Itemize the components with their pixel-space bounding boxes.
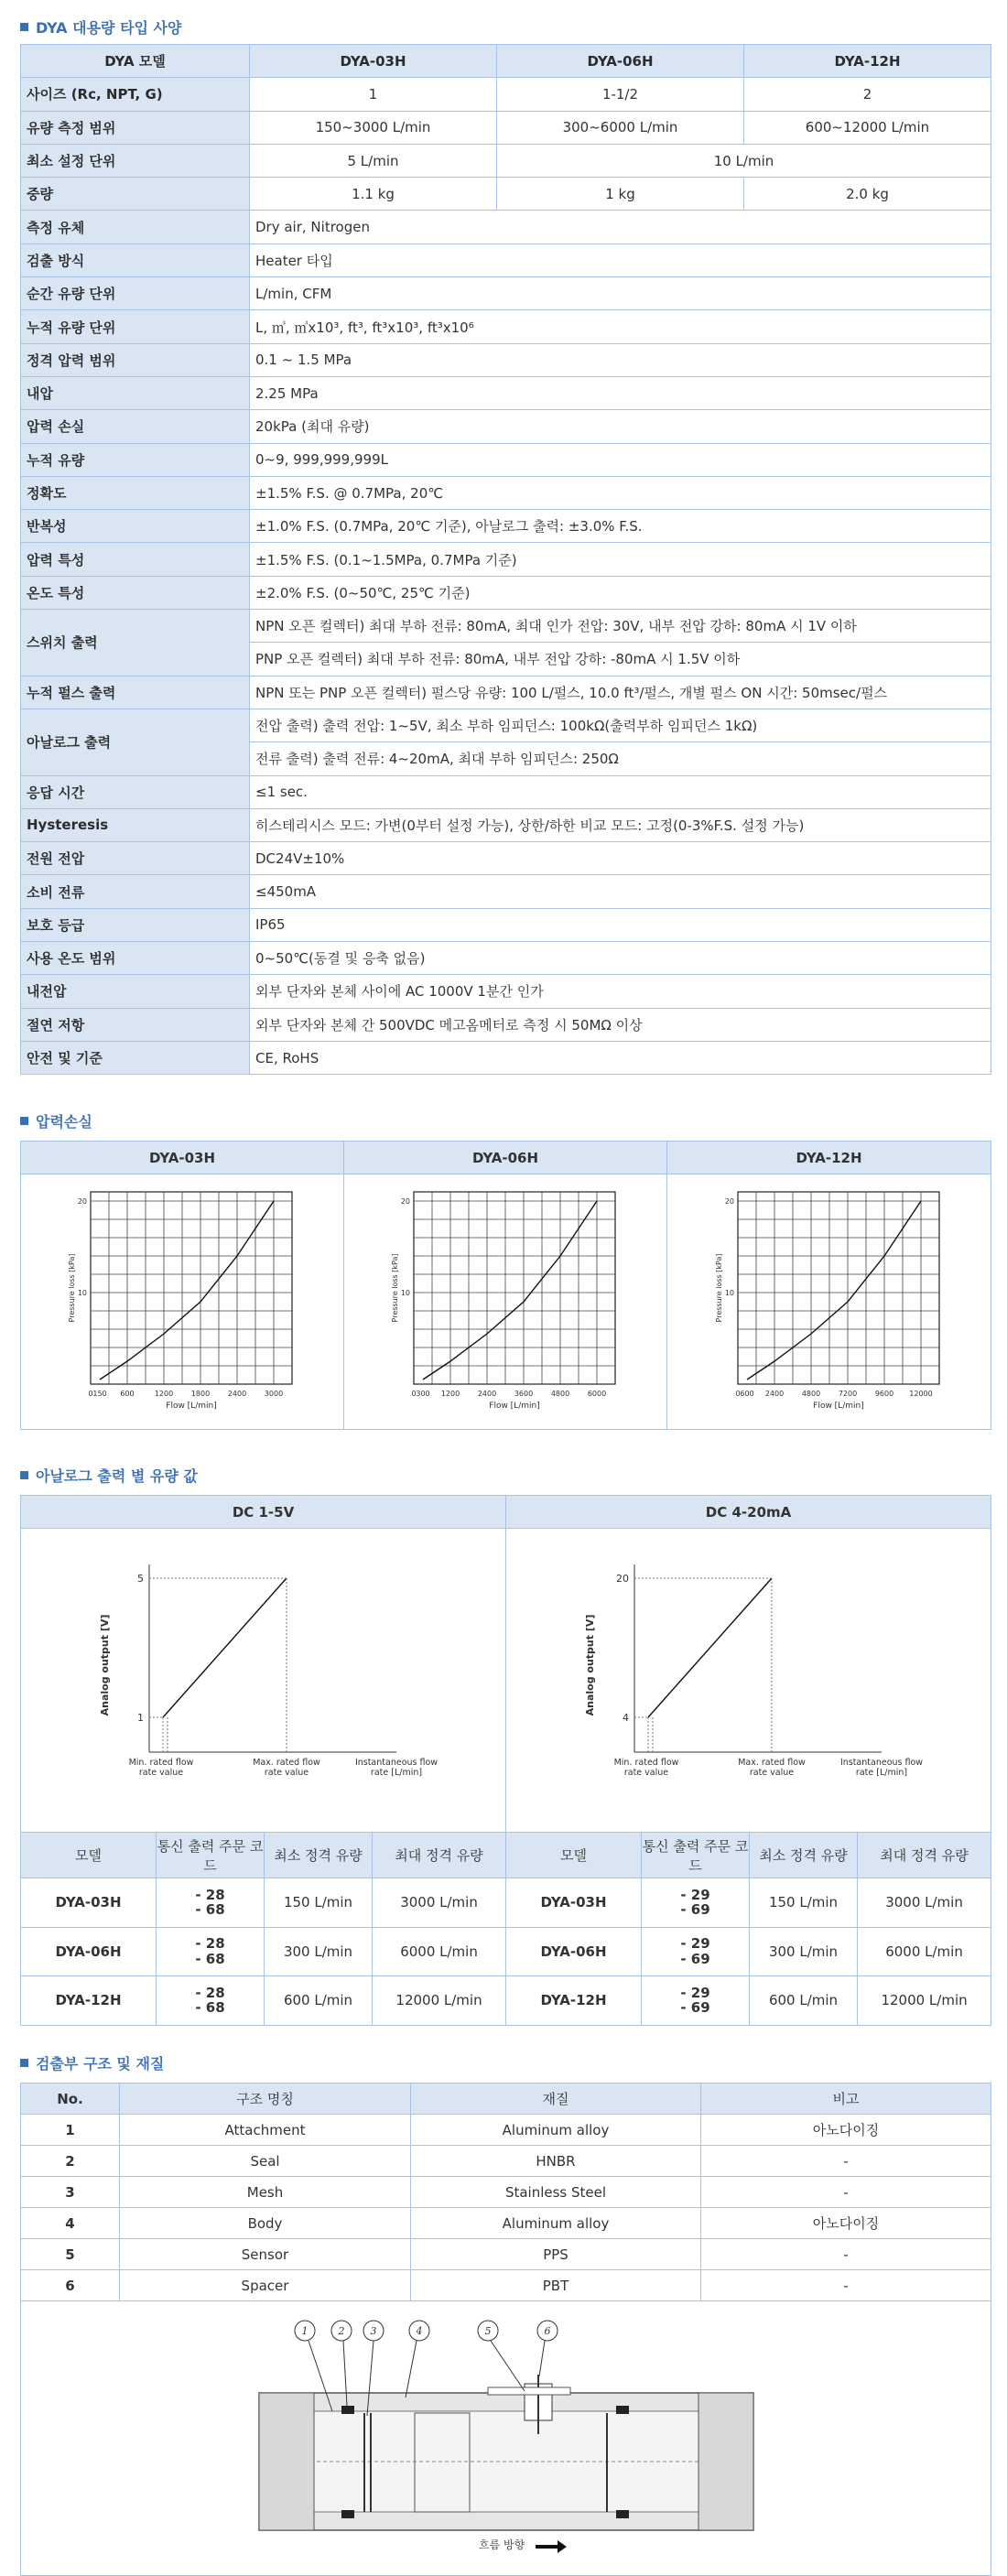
col-head-max: 최대 정격 유량: [858, 1833, 991, 1878]
max-cell: 12000 L/min: [373, 1976, 506, 2026]
x-tick-label: Min. rated flow: [128, 1757, 193, 1768]
series-line: [648, 1578, 772, 1717]
x-tick-label: 2400: [227, 1390, 247, 1398]
materials-row: [21, 2177, 991, 2208]
x-tick-label: 1800: [190, 1390, 211, 1398]
spec-header-12h: DYA-12H: [744, 45, 991, 78]
y-tick-label: 5: [136, 1572, 144, 1585]
plot-frame: [91, 1192, 292, 1384]
spec-value: 600~12000 L/min: [744, 111, 991, 144]
spec-value: CE, RoHS: [250, 1041, 991, 1074]
materials-name: Body: [120, 2208, 411, 2239]
analog-header-voltage: DC 1-5V: [21, 1496, 506, 1529]
materials-material: PBT: [411, 2270, 701, 2301]
spec-value: ≤1 sec.: [250, 775, 991, 808]
spec-value: NPN 오픈 컬렉터) 최대 부하 전류: 80mA, 최대 인가 전압: 30V, 내부 전압 강하: 80mA 시 1V 이하: [250, 610, 991, 643]
spec-value: ±1.5% F.S. (0.1~1.5MPa, 0.7MPa 기준): [250, 543, 991, 576]
code-cell: - 28 - 68: [157, 1976, 265, 2026]
materials-no: 3: [21, 2177, 120, 2208]
spec-row-size: [21, 78, 991, 111]
spec-row-flow-range: [21, 111, 991, 144]
materials-name: Spacer: [120, 2270, 411, 2301]
spec-label: 누적 유량 단위: [21, 310, 250, 343]
materials-row: [21, 2115, 991, 2146]
spec-table: [20, 44, 991, 1075]
spec-label: 안전 및 기준: [21, 1041, 250, 1074]
plot-frame: [738, 1192, 939, 1384]
spec-row: [21, 410, 991, 443]
x-tick-label: Max. rated flow: [252, 1757, 320, 1768]
spec-label: 스위치 출력: [21, 610, 250, 676]
spec-row-switch-npn: [21, 610, 991, 643]
pressure-loss-header: DYA-12H: [667, 1142, 991, 1174]
spec-value: 10 L/min: [497, 144, 991, 177]
materials-no: 6: [21, 2270, 120, 2301]
materials-no: 5: [21, 2239, 120, 2270]
spec-row: [21, 343, 991, 376]
x-tick-label: 150: [92, 1390, 107, 1398]
spec-header-model: DYA 모델: [21, 45, 250, 78]
diagram-seal: [616, 2510, 629, 2518]
x-tick-label: 0: [88, 1390, 93, 1398]
pressure-loss-section-title: 압력손실: [20, 1110, 92, 1131]
min-cell: 150 L/min: [750, 1878, 858, 1928]
pressure-loss-header: DYA-06H: [344, 1142, 667, 1174]
spec-label: 내전압: [21, 975, 250, 1008]
x-tick-label: 300: [416, 1390, 430, 1398]
x-tick-label: rate [L/min]: [370, 1767, 422, 1778]
spec-label: 중량: [21, 178, 250, 211]
spec-value: 1: [250, 78, 497, 111]
spec-label: 정확도: [21, 476, 250, 509]
x-tick-label: 0: [411, 1390, 417, 1398]
spec-label: Hysteresis: [21, 808, 250, 841]
col-head-code: 통신 출력 주문 코드: [157, 1833, 265, 1878]
callout-label: 4: [416, 2324, 422, 2337]
callout-label: 3: [370, 2324, 376, 2337]
spec-row: [21, 942, 991, 975]
pressure-loss-chart-cell: [344, 1174, 667, 1430]
analog-col-head-row: [21, 1833, 991, 1878]
spec-label: 누적 펄스 출력: [21, 676, 250, 709]
pressure-loss-chart-06h: [368, 1181, 643, 1419]
spec-row: [21, 310, 991, 343]
spec-label: 전원 전압: [21, 842, 250, 875]
x-axis-label: Flow [L/min]: [166, 1402, 217, 1411]
x-tick-label: 1200: [154, 1390, 174, 1398]
spec-value: 0.1 ~ 1.5 MPa: [250, 343, 991, 376]
square-bullet-icon: [20, 23, 28, 31]
spec-label: 순간 유량 단위: [21, 277, 250, 310]
spec-label: 유량 측정 범위: [21, 111, 250, 144]
code-cell: - 28 - 68: [157, 1927, 265, 1976]
y-tick-label: 20: [724, 1197, 734, 1206]
series-line: [423, 1201, 597, 1380]
spec-section-title: DYA 대용량 타입 사양: [20, 16, 181, 38]
materials-note: -: [701, 2177, 991, 2208]
model-cell: DYA-06H: [21, 1927, 157, 1976]
spec-label: 소비 전류: [21, 875, 250, 908]
spec-value: 외부 단자와 본체 간 500VDC 메고옴메터로 측정 시 50MΩ 이상: [250, 1008, 991, 1041]
spec-value: 1-1/2: [497, 78, 744, 111]
spec-value: PNP 오픈 컬렉터) 최대 부하 전류: 80mA, 내부 전압 강하: -80mA 시 1.5V 이하: [250, 643, 991, 676]
x-tick-label: Instantaneous flow: [354, 1757, 438, 1768]
spec-label: 정격 압력 범위: [21, 343, 250, 376]
min-cell: 300 L/min: [265, 1927, 373, 1976]
spec-row: [21, 975, 991, 1008]
spec-value: L/min, CFM: [250, 277, 991, 310]
materials-note: -: [701, 2146, 991, 2177]
materials-section-title: 검출부 구조 및 재질: [20, 2052, 164, 2073]
min-cell: 300 L/min: [750, 1927, 858, 1976]
x-tick-label: rate value: [623, 1767, 668, 1778]
materials-no: 1: [21, 2115, 120, 2146]
materials-header-material: 재질: [411, 2084, 701, 2115]
spec-value: 2.25 MPa: [250, 376, 991, 409]
spec-label: 압력 손실: [21, 410, 250, 443]
spec-label: 사용 온도 범위: [21, 942, 250, 975]
x-tick-label: Max. rated flow: [737, 1757, 806, 1768]
flow-arrow-icon: [536, 2540, 567, 2553]
y-tick-label: 20: [615, 1572, 629, 1585]
max-cell: 6000 L/min: [858, 1927, 991, 1976]
spec-value: 히스테리시스 모드: 가변(0부터 설정 가능), 상한/하한 비교 모드: 고정(0-3%F.S. 설정 가능): [250, 808, 991, 841]
y-axis-label: Pressure loss [kPa]: [391, 1253, 399, 1323]
materials-note: -: [701, 2239, 991, 2270]
spec-row: [21, 211, 991, 244]
spec-value: DC24V±10%: [250, 842, 991, 875]
x-tick-label: rate value: [264, 1767, 309, 1778]
y-tick-label: 1: [136, 1711, 144, 1724]
y-axis-label: Pressure loss [kPa]: [68, 1253, 76, 1323]
spec-row: [21, 908, 991, 941]
spec-label: 누적 유량: [21, 443, 250, 476]
spec-header-03h: DYA-03H: [250, 45, 497, 78]
diagram-attachment-left: [259, 2393, 314, 2530]
spec-row: [21, 277, 991, 310]
spec-value: Dry air, Nitrogen: [250, 211, 991, 244]
materials-name: Mesh: [120, 2177, 411, 2208]
materials-row: [21, 2208, 991, 2239]
plot-frame: [414, 1192, 615, 1384]
spec-row: [21, 244, 991, 276]
spec-value: 0~50℃(동결 및 응축 없음): [250, 942, 991, 975]
materials-note: 아노다이징: [701, 2115, 991, 2146]
callout-label: 6: [544, 2324, 550, 2337]
spec-label: 사이즈 (Rc, NPT, G): [21, 78, 250, 111]
materials-table: [20, 2083, 991, 2576]
x-tick-label: 0: [734, 1390, 741, 1398]
analog-data-row: [21, 1878, 991, 1928]
spec-label: 보호 등급: [21, 908, 250, 941]
materials-material: PPS: [411, 2239, 701, 2270]
spec-value: 전류 출력) 출력 전류: 4~20mA, 최대 부하 임피던스: 250Ω: [250, 742, 991, 775]
x-tick-label: 3600: [514, 1390, 534, 1398]
y-tick-label: 10: [77, 1289, 87, 1297]
spec-label: 최소 설정 단위: [21, 144, 250, 177]
spec-row: [21, 842, 991, 875]
spec-value: 외부 단자와 본체 사이에 AC 1000V 1분간 인가: [250, 975, 991, 1008]
diagram-cover: [488, 2387, 570, 2395]
structure-diagram-cell: [21, 2301, 991, 2576]
materials-note: -: [701, 2270, 991, 2301]
spec-row-response: [21, 775, 991, 808]
materials-row: [21, 2239, 991, 2270]
col-head-code: 통신 출력 주문 코드: [642, 1833, 750, 1878]
x-tick-label: rate value: [749, 1767, 794, 1778]
max-cell: 12000 L/min: [858, 1976, 991, 2026]
materials-name: Sensor: [120, 2239, 411, 2270]
materials-material: HNBR: [411, 2146, 701, 2177]
materials-header-note: 비고: [701, 2084, 991, 2115]
spec-row: [21, 1008, 991, 1041]
spec-value: 5 L/min: [250, 144, 497, 177]
spec-label: 절연 저항: [21, 1008, 250, 1041]
y-axis-label: Analog output [V]: [583, 1614, 596, 1716]
model-cell: DYA-06H: [506, 1927, 642, 1976]
x-tick-label: 3000: [264, 1390, 284, 1398]
spec-row-hysteresis: [21, 808, 991, 841]
spec-label: 압력 특성: [21, 543, 250, 576]
analog-chart-cell: [506, 1529, 991, 1833]
materials-material: Aluminum alloy: [411, 2208, 701, 2239]
col-head-model: 모델: [21, 1833, 157, 1878]
square-bullet-icon: [20, 2059, 28, 2067]
spec-label: 아날로그 출력: [21, 709, 250, 775]
analog-data-row: [21, 1976, 991, 2026]
y-axis-label: Pressure loss [kPa]: [714, 1253, 723, 1323]
x-tick-label: 4800: [801, 1390, 820, 1398]
max-cell: 3000 L/min: [373, 1878, 506, 1928]
y-tick-label: 10: [400, 1289, 410, 1297]
spec-label: 검출 방식: [21, 244, 250, 276]
y-tick-label: 20: [77, 1197, 87, 1206]
y-tick-label: 4: [622, 1711, 629, 1724]
spec-value: Heater 타입: [250, 244, 991, 276]
analog-data-row: [21, 1927, 991, 1976]
code-cell: - 29 - 69: [642, 1927, 750, 1976]
pressure-loss-chart-cell: [667, 1174, 991, 1430]
x-tick-label: 12000: [908, 1390, 933, 1398]
spec-row: [21, 376, 991, 409]
series-line: [100, 1201, 274, 1380]
materials-header-name: 구조 명칭: [120, 2084, 411, 2115]
pressure-loss-chart-03h: [45, 1181, 319, 1419]
min-cell: 600 L/min: [265, 1976, 373, 2026]
analog-section-title: 아날로그 출력 별 유량 값: [20, 1465, 198, 1486]
spec-value: L, ㎥, ㎥x10³, ft³, ft³x10³, ft³x10⁶: [250, 310, 991, 343]
analog-chart-current: [534, 1542, 964, 1816]
model-cell: DYA-03H: [21, 1878, 157, 1928]
x-tick-label: rate [L/min]: [855, 1767, 907, 1778]
materials-no: 2: [21, 2146, 120, 2177]
square-bullet-icon: [20, 1471, 28, 1479]
analog-chart-voltage: [49, 1542, 479, 1816]
x-tick-label: Min. rated flow: [613, 1757, 678, 1768]
spec-row-weight: [21, 178, 991, 211]
col-head-min: 최소 정격 유량: [750, 1833, 858, 1878]
x-tick-label: 6000: [587, 1390, 607, 1398]
spec-value: ≤450mA: [250, 875, 991, 908]
series-line: [747, 1201, 921, 1380]
spec-value: NPN 또는 PNP 오픈 컬렉터) 펄스당 유량: 100 L/펄스, 10.0 ft³/펄스, 개별 펄스 ON 시간: 50msec/펄스: [250, 676, 991, 709]
materials-material: Aluminum alloy: [411, 2115, 701, 2146]
col-head-model: 모델: [506, 1833, 642, 1878]
diagram-seal: [341, 2406, 354, 2414]
spec-value: 20kPa (최대 유량): [250, 410, 991, 443]
model-cell: DYA-12H: [21, 1976, 157, 2026]
spec-row: [21, 443, 991, 476]
analog-table: [20, 1495, 991, 2026]
spec-row: [21, 510, 991, 543]
spec-row: [21, 476, 991, 509]
x-tick-label: 7200: [838, 1390, 857, 1398]
col-head-max: 최대 정격 유량: [373, 1833, 506, 1878]
materials-note: 아노다이징: [701, 2208, 991, 2239]
callout-label: 1: [301, 2324, 308, 2337]
materials-no: 4: [21, 2208, 120, 2239]
min-cell: 600 L/min: [750, 1976, 858, 2026]
spec-value: 1.1 kg: [250, 178, 497, 211]
materials-header-no: No.: [21, 2084, 120, 2115]
spec-value: IP65: [250, 908, 991, 941]
spec-value: 300~6000 L/min: [497, 111, 744, 144]
spec-row-min-unit: [21, 144, 991, 177]
callout-label: 2: [338, 2324, 344, 2337]
x-tick-label: 600: [739, 1390, 754, 1398]
spec-row: [21, 576, 991, 609]
diagram-seal: [341, 2510, 354, 2518]
x-tick-label: 1200: [440, 1390, 460, 1398]
col-head-min: 최소 정격 유량: [265, 1833, 373, 1878]
spec-label: 반복성: [21, 510, 250, 543]
spec-value: ±2.0% F.S. (0~50℃, 25℃ 기준): [250, 576, 991, 609]
spec-label: 온도 특성: [21, 576, 250, 609]
diagram-attachment-right: [698, 2393, 753, 2530]
model-cell: DYA-12H: [506, 1976, 642, 2026]
spec-value: 150~3000 L/min: [250, 111, 497, 144]
spec-row-analog-voltage: [21, 709, 991, 741]
flow-direction-label: 흐름 방향: [478, 2538, 525, 2551]
x-tick-label: 2400: [477, 1390, 497, 1398]
x-axis-label: Flow [L/min]: [812, 1402, 864, 1411]
x-tick-label: 600: [120, 1390, 135, 1398]
pressure-loss-table: [20, 1141, 991, 1430]
x-tick-label: 2400: [764, 1390, 784, 1398]
spec-label: 내압: [21, 376, 250, 409]
spec-value: 1 kg: [497, 178, 744, 211]
max-cell: 6000 L/min: [373, 1927, 506, 1976]
x-tick-label: rate value: [138, 1767, 183, 1778]
spec-value: 전압 출력) 출력 전압: 1~5V, 최소 부하 임피던스: 100kΩ(출력부하 임피던스 1kΩ): [250, 709, 991, 741]
spec-value: 2: [744, 78, 991, 111]
spec-value: 0~9, 999,999,999L: [250, 443, 991, 476]
y-tick-label: 10: [724, 1289, 734, 1297]
y-tick-label: 20: [400, 1197, 410, 1206]
x-tick-label: 4800: [550, 1390, 570, 1398]
diagram-seal: [616, 2406, 629, 2414]
materials-material: Stainless Steel: [411, 2177, 701, 2208]
structure-diagram: [250, 2311, 763, 2567]
spec-value: ±1.0% F.S. (0.7MPa, 20℃ 기준), 아날로그 출력: ±3.0% F.S.: [250, 510, 991, 543]
spec-label: 측정 유체: [21, 211, 250, 244]
y-axis-label: Analog output [V]: [98, 1614, 111, 1716]
analog-chart-cell: [21, 1529, 506, 1833]
spec-header-row: [21, 45, 991, 78]
materials-name: Attachment: [120, 2115, 411, 2146]
spec-row-pulse: [21, 676, 991, 709]
spec-row: [21, 543, 991, 576]
analog-header-current: DC 4-20mA: [506, 1496, 991, 1529]
code-cell: - 29 - 69: [642, 1976, 750, 2026]
spec-value: ±1.5% F.S. @ 0.7MPa, 20℃: [250, 476, 991, 509]
code-cell: - 28 - 68: [157, 1878, 265, 1928]
code-cell: - 29 - 69: [642, 1878, 750, 1928]
spec-header-06h: DYA-06H: [497, 45, 744, 78]
x-axis-label: Flow [L/min]: [489, 1402, 540, 1411]
spec-row: [21, 1041, 991, 1074]
min-cell: 150 L/min: [265, 1878, 373, 1928]
max-cell: 3000 L/min: [858, 1878, 991, 1928]
x-tick-label: Instantaneous flow: [839, 1757, 923, 1768]
materials-row: [21, 2270, 991, 2301]
pressure-loss-chart-12h: [692, 1181, 967, 1419]
spec-value: 2.0 kg: [744, 178, 991, 211]
model-cell: DYA-03H: [506, 1878, 642, 1928]
materials-row: [21, 2146, 991, 2177]
materials-name: Seal: [120, 2146, 411, 2177]
spec-label: 응답 시간: [21, 775, 250, 808]
x-tick-label: 9600: [874, 1390, 893, 1398]
pressure-loss-header: DYA-03H: [21, 1142, 344, 1174]
callout-label: 5: [484, 2324, 491, 2337]
series-line: [163, 1578, 287, 1717]
spec-row: [21, 875, 991, 908]
square-bullet-icon: [20, 1117, 28, 1125]
pressure-loss-chart-cell: [21, 1174, 344, 1430]
